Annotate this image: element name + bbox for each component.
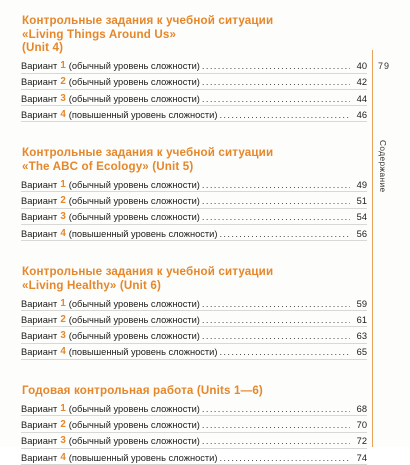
entry-page-number: 56 [356,228,367,239]
variant-word: Вариант [21,77,58,88]
section-title-line: «Living Healthy» (Unit 6) [22,278,162,292]
toc-section [21,384,367,465]
variant-word: Вариант [21,420,58,431]
section-title-line: Контрольные задания к учебной ситуации [22,146,274,160]
toc-entry [21,192,367,208]
variant-description: (повышенный уровень сложности) [68,452,218,463]
dot-leader [202,61,350,71]
variant-description: (обычный уровень сложности) [68,436,200,447]
toc-entry [21,58,367,74]
variant-number: 3 [60,330,66,342]
toc-entry [21,400,367,416]
variant-description: (повышенный уровень сложности) [68,347,218,358]
toc-entry [21,449,367,465]
variant-word: Вариант [21,331,58,342]
page-number: 79 [378,61,391,71]
entry-page-number: 70 [356,420,367,431]
section-title [21,265,367,292]
variant-number: 2 [60,76,66,88]
entry-page-number: 49 [356,179,367,190]
dot-leader [202,420,350,430]
variant-number: 1 [60,178,66,190]
variant-description: (обычный уровень сложности) [68,403,200,414]
variant-description: (обычный уровень сложности) [68,77,200,88]
variant-number: 4 [60,108,66,120]
variant-description: (повышенный уровень сложности) [68,109,218,120]
dot-leader [219,453,350,463]
entry-page-number: 65 [356,347,367,358]
entry-page-number: 42 [356,77,367,88]
dot-leader [202,404,350,414]
dot-leader [202,94,350,104]
variant-description: (обычный уровень сложности) [68,93,200,104]
variant-description: (обычный уровень сложности) [68,298,200,309]
entry-page-number: 68 [356,403,367,414]
variant-number: 3 [60,211,66,223]
dot-leader [219,229,350,239]
variant-number: 2 [60,419,66,431]
dot-leader [219,347,350,357]
entry-page-number: 54 [356,212,367,223]
variant-number: 2 [60,313,66,325]
toc-entry [21,74,367,90]
variant-number: 1 [60,60,66,72]
variant-word: Вариант [21,298,58,309]
section-title-line: (Unit 4) [22,41,64,54]
section-title [21,14,367,55]
variant-word: Вариант [21,179,58,190]
toc-entry [21,416,367,432]
toc-entry [21,433,367,449]
variant-word: Вариант [21,436,58,447]
section-title-line: «Living Things Around Us» [22,27,177,41]
variant-word: Вариант [21,196,58,207]
variant-number: 1 [60,402,66,414]
entry-page-number: 74 [356,452,367,463]
variant-description: (обычный уровень сложности) [68,179,200,190]
toc-entry [21,90,367,106]
toc-entry [21,327,367,343]
variant-description: (обычный уровень сложности) [68,331,200,342]
section-title [21,146,367,173]
dot-leader [202,212,350,222]
toc-section [21,265,367,360]
variant-word: Вариант [21,228,58,239]
dot-leader [202,77,350,87]
entry-page-number: 46 [356,109,367,120]
dot-leader [202,299,350,309]
toc-entry [21,344,367,360]
dot-leader [202,331,350,341]
variant-description: (обычный уровень сложности) [68,420,200,431]
variant-description: (обычный уровень сложности) [68,212,200,223]
variant-number: 4 [60,451,66,463]
side-caption: Содержание [378,140,388,193]
variant-description: (обычный уровень сложности) [68,314,200,325]
variant-number: 3 [60,92,66,104]
toc-entry [21,311,367,327]
dot-leader [219,110,350,120]
section-title [21,384,367,398]
dot-leader [202,436,350,446]
toc-entry [21,106,367,122]
table-of-contents [21,14,367,465]
variant-description: (обычный уровень сложности) [68,196,200,207]
variant-number: 4 [60,227,66,239]
variant-word: Вариант [21,212,58,223]
entry-page-number: 63 [356,331,367,342]
variant-description: (повышенный уровень сложности) [68,228,218,239]
entry-page-number: 44 [356,93,367,104]
toc-entry [21,225,367,241]
variant-number: 3 [60,435,66,447]
dot-leader [202,180,350,190]
variant-word: Вариант [21,109,58,120]
variant-number: 2 [60,195,66,207]
section-title-line: Контрольные задания к учебной ситуации [22,14,274,27]
variant-word: Вариант [21,93,58,104]
variant-number: 1 [60,297,66,309]
variant-word: Вариант [21,452,58,463]
entry-page-number: 72 [356,436,367,447]
toc-entry [21,176,367,192]
dot-leader [202,196,350,206]
toc-section [21,14,367,122]
toc-entry [21,295,367,311]
entry-page-number: 61 [356,314,367,325]
variant-number: 4 [60,346,66,358]
sidebar-divider [372,50,373,447]
toc-entry [21,209,367,225]
entry-page-number: 59 [356,298,367,309]
section-title-line: Контрольные задания к учебной ситуации [22,265,274,278]
section-title-line: «The ABC of Ecology» (Unit 5) [22,159,194,173]
variant-word: Вариант [21,403,58,414]
toc-section [21,146,367,241]
variant-description: (обычный уровень сложности) [68,61,200,72]
variant-word: Вариант [21,61,58,72]
section-title-line: Годовая контрольная работа (Units 1—6) [22,383,263,397]
variant-word: Вариант [21,314,58,325]
variant-word: Вариант [21,347,58,358]
entry-page-number: 51 [356,196,367,207]
entry-page-number: 40 [356,61,367,72]
dot-leader [202,315,350,325]
